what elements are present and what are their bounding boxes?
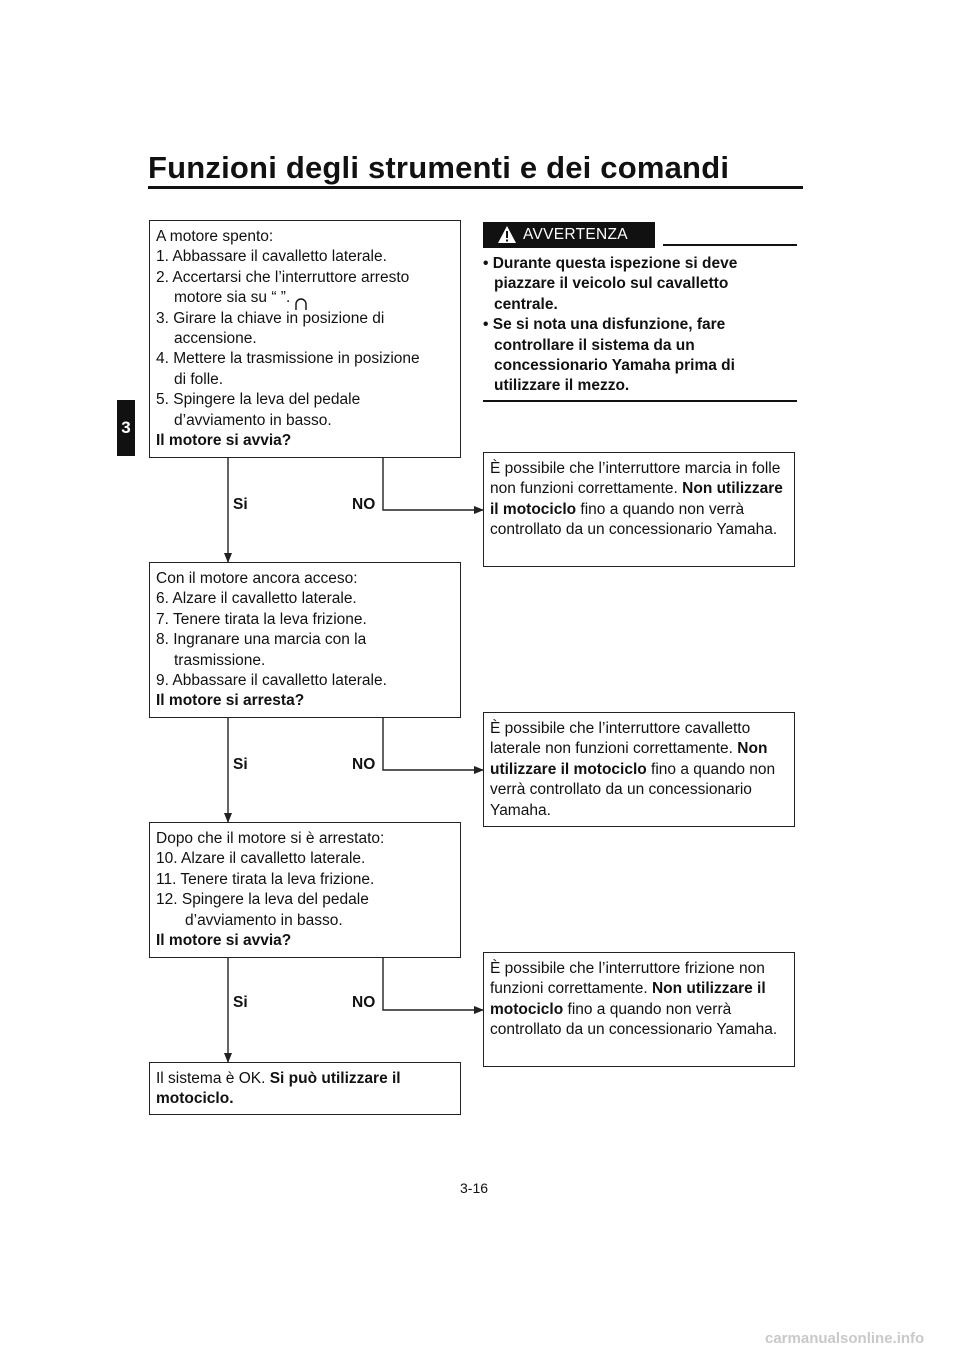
result1-text — [490, 459, 788, 541]
box2-step: 8. Ingranare una marcia con la — [156, 631, 367, 649]
engine-run-symbol-icon — [293, 297, 309, 313]
step-box-1 — [149, 220, 461, 458]
box1-question: Il motore si avvia? — [156, 432, 292, 450]
chapter-tab: 3 — [117, 400, 135, 456]
box1-step-cont: di folle. — [174, 370, 224, 388]
warning-item: • Se si nota una disfunzione, fare controllare il sistema da un concessionario Yamaha prima di utilizzare il mezzo. — [483, 316, 735, 395]
box1-step-cont: d’avviamento in basso. — [174, 411, 332, 429]
step-box-3 — [149, 822, 461, 958]
no-arrow-3 — [383, 957, 483, 1010]
footer-watermark: carmanualsonline.info — [765, 1330, 925, 1347]
ok-text-plain: Il sistema è OK. — [156, 1070, 270, 1087]
no-label-2: NO — [352, 756, 376, 773]
yes-label-3: Si — [233, 994, 248, 1011]
result1-rest: fino a quando non verrà controllato da un concessionario Yamaha. — [490, 500, 778, 539]
box1-intro: A motore spento: — [156, 228, 274, 245]
no-arrow-1 — [383, 457, 483, 510]
result2-bold: Non utilizzare il motociclo — [490, 740, 768, 778]
result2-rest: fino a quando non verrà controllato da un concessionario Yamaha. — [490, 760, 776, 819]
result3-rest: fino a quando non verrà controllato da un concessionario Yamaha. — [490, 1000, 778, 1039]
no-label-1: NO — [352, 496, 376, 513]
no-label-3: NO — [352, 994, 376, 1011]
step-box-2 — [149, 562, 461, 718]
box1-step-text: motore sia su “ ”. — [174, 289, 291, 307]
no-arrow-2 — [383, 717, 483, 770]
box3-step: 11. Tenere tirata la leva frizione. — [156, 870, 375, 888]
box2-step-cont: trasmissione. — [174, 651, 266, 669]
warning-badge — [483, 222, 655, 248]
warning-list — [483, 254, 783, 397]
box2-step: 6. Alzare il cavalletto laterale. — [156, 590, 357, 608]
warning-rule-bottom — [483, 400, 797, 402]
box1-step: 5. Spingere la leva del pedale — [156, 391, 361, 409]
warning-label: AVVERTENZA — [523, 226, 628, 243]
ok-text — [156, 1069, 454, 1110]
result3-bold: Non utilizzare il motociclo — [490, 980, 766, 1018]
warning-item: • Durante questa ispezione si deve piazzare il veicolo sul cavalletto centrale. — [483, 255, 738, 313]
box3-intro: Dopo che il motore si è arrestato: — [156, 830, 385, 847]
result-box-1 — [483, 452, 795, 567]
ok-text-bold: Si può utilizzare il motociclo. — [156, 1070, 401, 1108]
page-number: 3-16 — [460, 1180, 489, 1196]
result2-desc: È possibile che l’interruttore cavalletto laterale non funzioni correttamente. — [490, 720, 751, 758]
warning-rule-top — [663, 244, 797, 246]
result2-text — [490, 719, 788, 821]
box1-step: 2. Accertarsi che l’interruttore arresto — [156, 268, 410, 286]
box3-step: 10. Alzare il cavalletto laterale. — [156, 850, 366, 868]
warning-triangle-icon — [497, 225, 517, 244]
box2-intro: Con il motore ancora acceso: — [156, 570, 358, 587]
box2-step: 9. Abbassare il cavalletto laterale. — [156, 672, 387, 690]
box3-step-cont: d’avviamento in basso. — [185, 911, 343, 929]
box2-step: 7. Tenere tirata la leva frizione. — [156, 610, 367, 628]
ok-box — [149, 1062, 461, 1115]
yes-label-2: Si — [233, 756, 248, 773]
box3-question: Il motore si avvia? — [156, 932, 292, 950]
result-box-2 — [483, 712, 795, 827]
yes-label-1: Si — [233, 496, 248, 513]
box1-step-cont: accensione. — [174, 330, 257, 348]
result1-desc: È possibile che l’interruttore marcia in folle non funzioni correttamente. — [490, 460, 781, 498]
result-box-3 — [483, 952, 795, 1067]
box1-step: 3. Girare la chiave in posizione di — [156, 309, 385, 327]
result3-desc: È possibile che l’interruttore frizione non funzioni correttamente. — [490, 960, 765, 998]
warning-item-text: Durante questa ispezione si deve piazzare il veicolo sul cavalletto centrale. — [492, 255, 738, 313]
box2-question: Il motore si arresta? — [156, 692, 305, 710]
result3-text — [490, 959, 788, 1041]
box3-step: 12. Spingere la leva del pedale — [156, 891, 369, 909]
page-title: Funzioni degli strumenti e dei comandi — [148, 150, 730, 185]
warning-item-text: Se si nota una disfunzione, fare controllare il sistema da un concessionario Yamaha prima di utilizzare il mezzo. — [492, 316, 735, 395]
box1-step: 4. Mettere la trasmissione in posizione — [156, 350, 420, 368]
result1-bold: Non utilizzare il motociclo — [490, 480, 783, 518]
box1-step: 1. Abbassare il cavalletto laterale. — [156, 248, 387, 266]
